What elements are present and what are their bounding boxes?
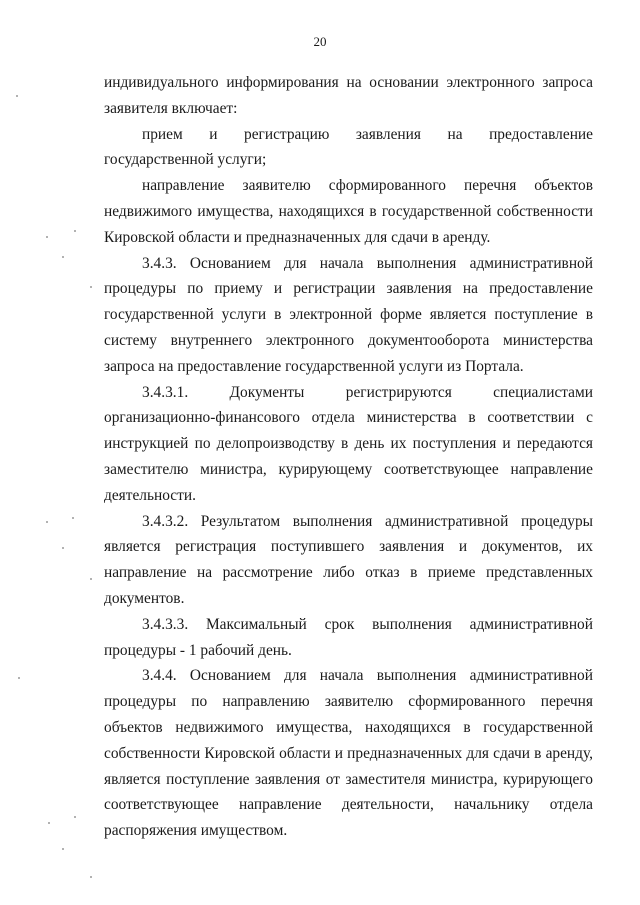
scan-speck [74,230,76,232]
scan-speck [90,578,92,580]
scan-speck [62,256,64,258]
paragraph-3-4-3-3: 3.4.3.3. Максимальный срок выполнения административной процедуры - 1 рабочий день. [104,615,593,659]
paragraph-list-item-2: направление заявителю сформированного перечня объектов недвижимого имущества, находящихся в государственной собственности Кировской области и предназначенных для сдачи в аренду. [104,177,593,246]
scan-speck [62,547,64,549]
paragraph-continuation: индивидуального информирования на основании электронного запроса заявителя включает: [104,74,593,117]
scan-speck [18,677,20,679]
scan-speck [16,95,18,97]
scan-speck [90,876,92,878]
page-number: 20 [313,34,327,49]
paragraph-3-4-3-1: 3.4.3.1. Документы регистрируются специалистами организационно-финансового отдела министерства в соответствии с инструкцией по делопроизводству в день их поступления и передаются заместителю министра, курирующему соответствующее направление деятельности. [104,383,593,504]
scan-speck [62,848,64,850]
scan-speck [46,521,48,523]
scan-speck [90,286,92,288]
paragraph-3-4-4: 3.4.4. Основанием для начала выполнения административной процедуры по направлению заявителю сформированного перечня объектов недвижимого имущества, находящихся в государственной собственности Кировской области и предназначенных для сдачи в аренду, является поступление заявления от заместителя министра, курирующего соответствующее направление деятельности, начальнику отдела распоряжения имуществом. [104,667,593,840]
scan-speck [72,517,74,519]
paragraph-3-4-3-2: 3.4.3.2. Результатом выполнения административной процедуры является регистрация поступившего заявления и документов, их направление на рассмотрение либо отказ в приеме представленных документов. [104,512,593,607]
scan-speck [46,236,48,238]
scan-speck [48,822,50,824]
paragraph-list-item-1: прием и регистрацию заявления на предоставление государственной услуги; [104,125,593,169]
document-body [104,70,593,844]
scan-speck [74,816,76,818]
paragraph-3-4-3: 3.4.3. Основанием для начала выполнения административной процедуры по приему и регистрации заявления на предоставление государственной услуги в электронной форме является поступление в систему внутреннего электронного документооборота министерства запроса на предоставление государственной услуги из Портала. [104,254,593,375]
